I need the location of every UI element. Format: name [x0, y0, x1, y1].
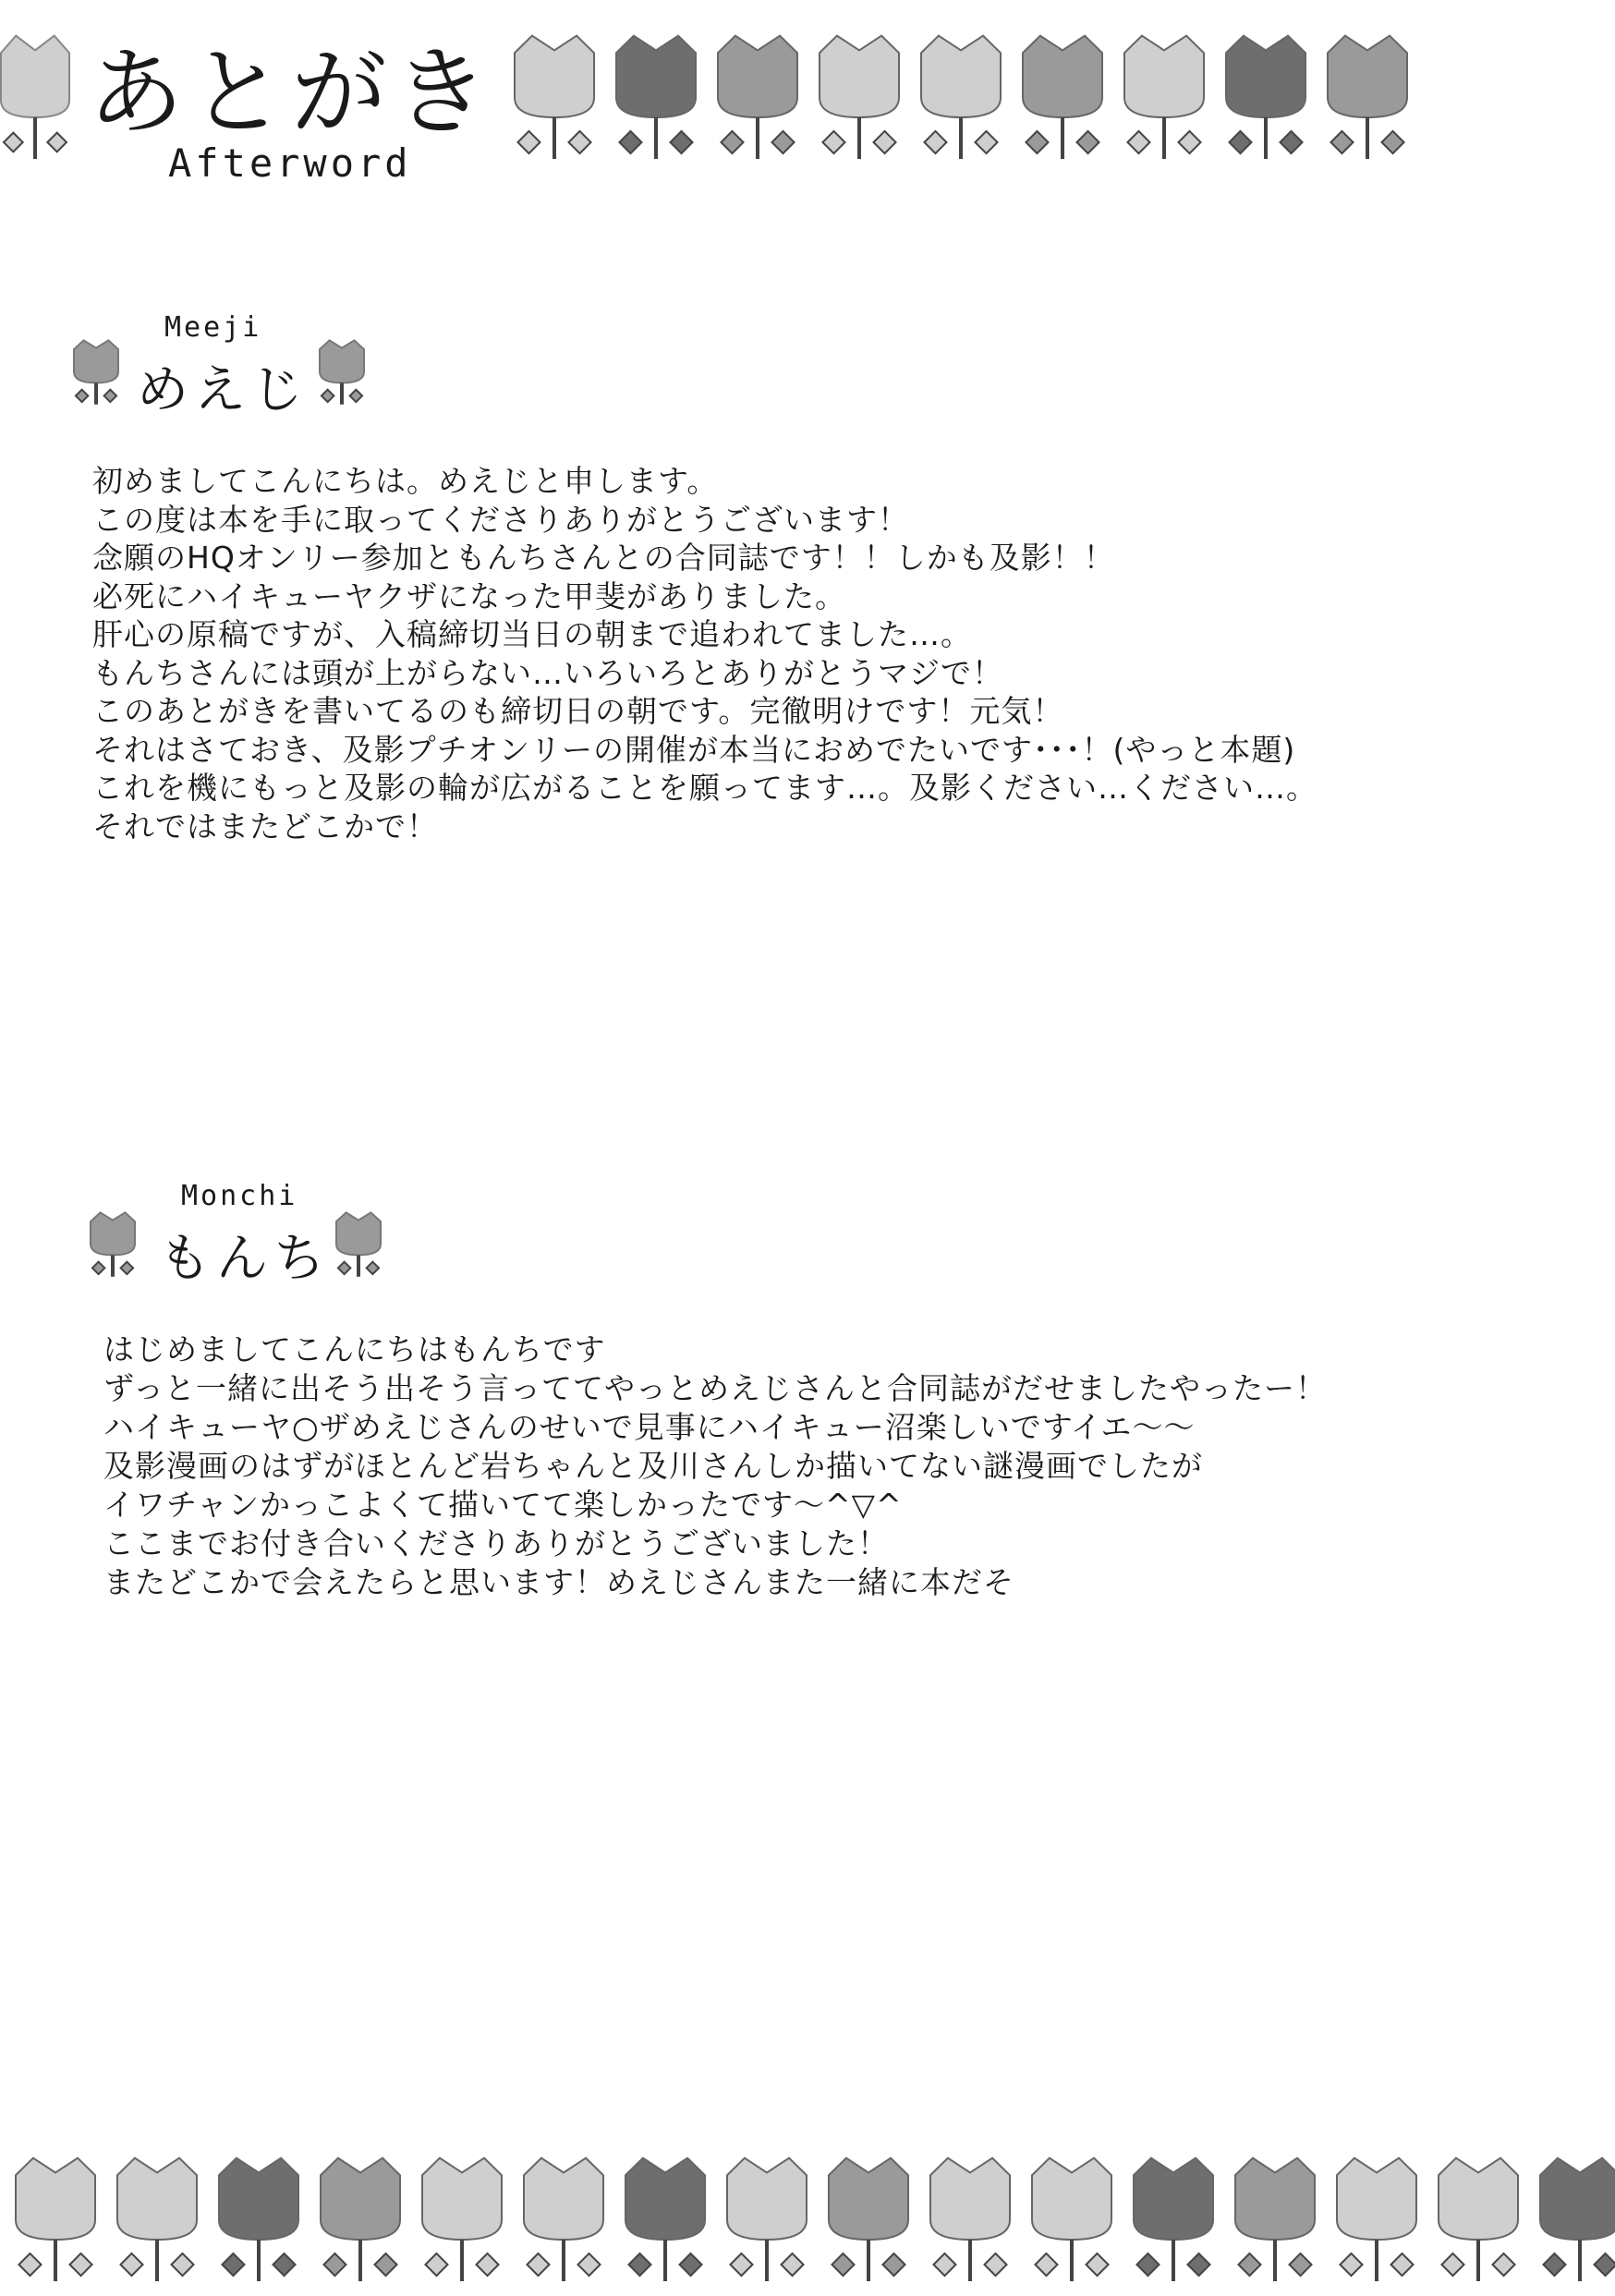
text-line: このあとがきを書いてるのも締切日の朝です。完徹明けです！元気！ — [92, 693, 1064, 729]
text-line: この度は本を手に取ってくださりありがとうございます！ — [92, 501, 909, 538]
tulip-icon — [83, 1207, 142, 1281]
page-title: あとがき — [88, 36, 495, 149]
text-line: 必死にハイキューヤクザになった甲斐がありました。 — [92, 577, 846, 614]
text-line: 初めましてこんにちは。めえじと申します。 — [92, 463, 719, 499]
section-name-monchi: もんち — [159, 1229, 331, 1289]
text-line: これを機にもっと及影の輪が広がることを願ってます…。及影ください…ください…。 — [92, 770, 1318, 806]
tulip-icon — [67, 334, 126, 408]
text-line: またどこかで会えたらと思います！めえじさんまた一緒に本だそ — [103, 1564, 1014, 1600]
text-line: それではまたどこかで！ — [92, 808, 438, 844]
text-line: 及影漫画のはずがほとんど岩ちゃんと及川さんしか描いてない謎漫画でしたが — [103, 1448, 1203, 1484]
section-body-monchi — [103, 1330, 1327, 1602]
tulip-icon — [312, 334, 371, 408]
text-line: イワチャンかっこよくて描いてて楽しかったです～^▽^ — [103, 1487, 903, 1523]
section-name-meeji: めえじ — [137, 360, 309, 420]
text-line: ずっと一緒に出そう出そう言っててやっとめえじさんと合同誌がだせましたやったー！ — [103, 1370, 1328, 1406]
text-line: もんちさんには頭が上がらない…いろいろとありがとうマジで！ — [92, 654, 1003, 691]
tulip-decoration-icon — [0, 2148, 1615, 2287]
text-line: ここまでお付き合いくださりありがとうございました！ — [103, 1525, 889, 1561]
page-subtitle: Afterword — [168, 140, 412, 186]
text-line: はじめましてこんにちはもんちです — [103, 1331, 606, 1367]
text-line: それはさておき、及影プチオンリーの開催が本当におめでたいです･･･！(やっと本題) — [92, 731, 1296, 768]
section-body-meeji — [92, 462, 1318, 845]
section-romaji-meeji: Meeji — [164, 311, 262, 344]
section-romaji-monchi: Monchi — [181, 1180, 298, 1212]
text-line: 肝心の原稿ですが、入稿締切当日の朝まで追われてました…。 — [92, 616, 972, 652]
text-line: 念願のHQオンリー参加ともんちさんとの合同誌です！！しかも及影！！ — [92, 540, 1115, 576]
tulip-icon — [329, 1207, 388, 1281]
text-line: ハイキューヤ○ザめえじさんのせいで見事にハイキュー沼楽しいですイエ～～ — [103, 1409, 1196, 1445]
bottom-tulip-border — [0, 2148, 1615, 2287]
